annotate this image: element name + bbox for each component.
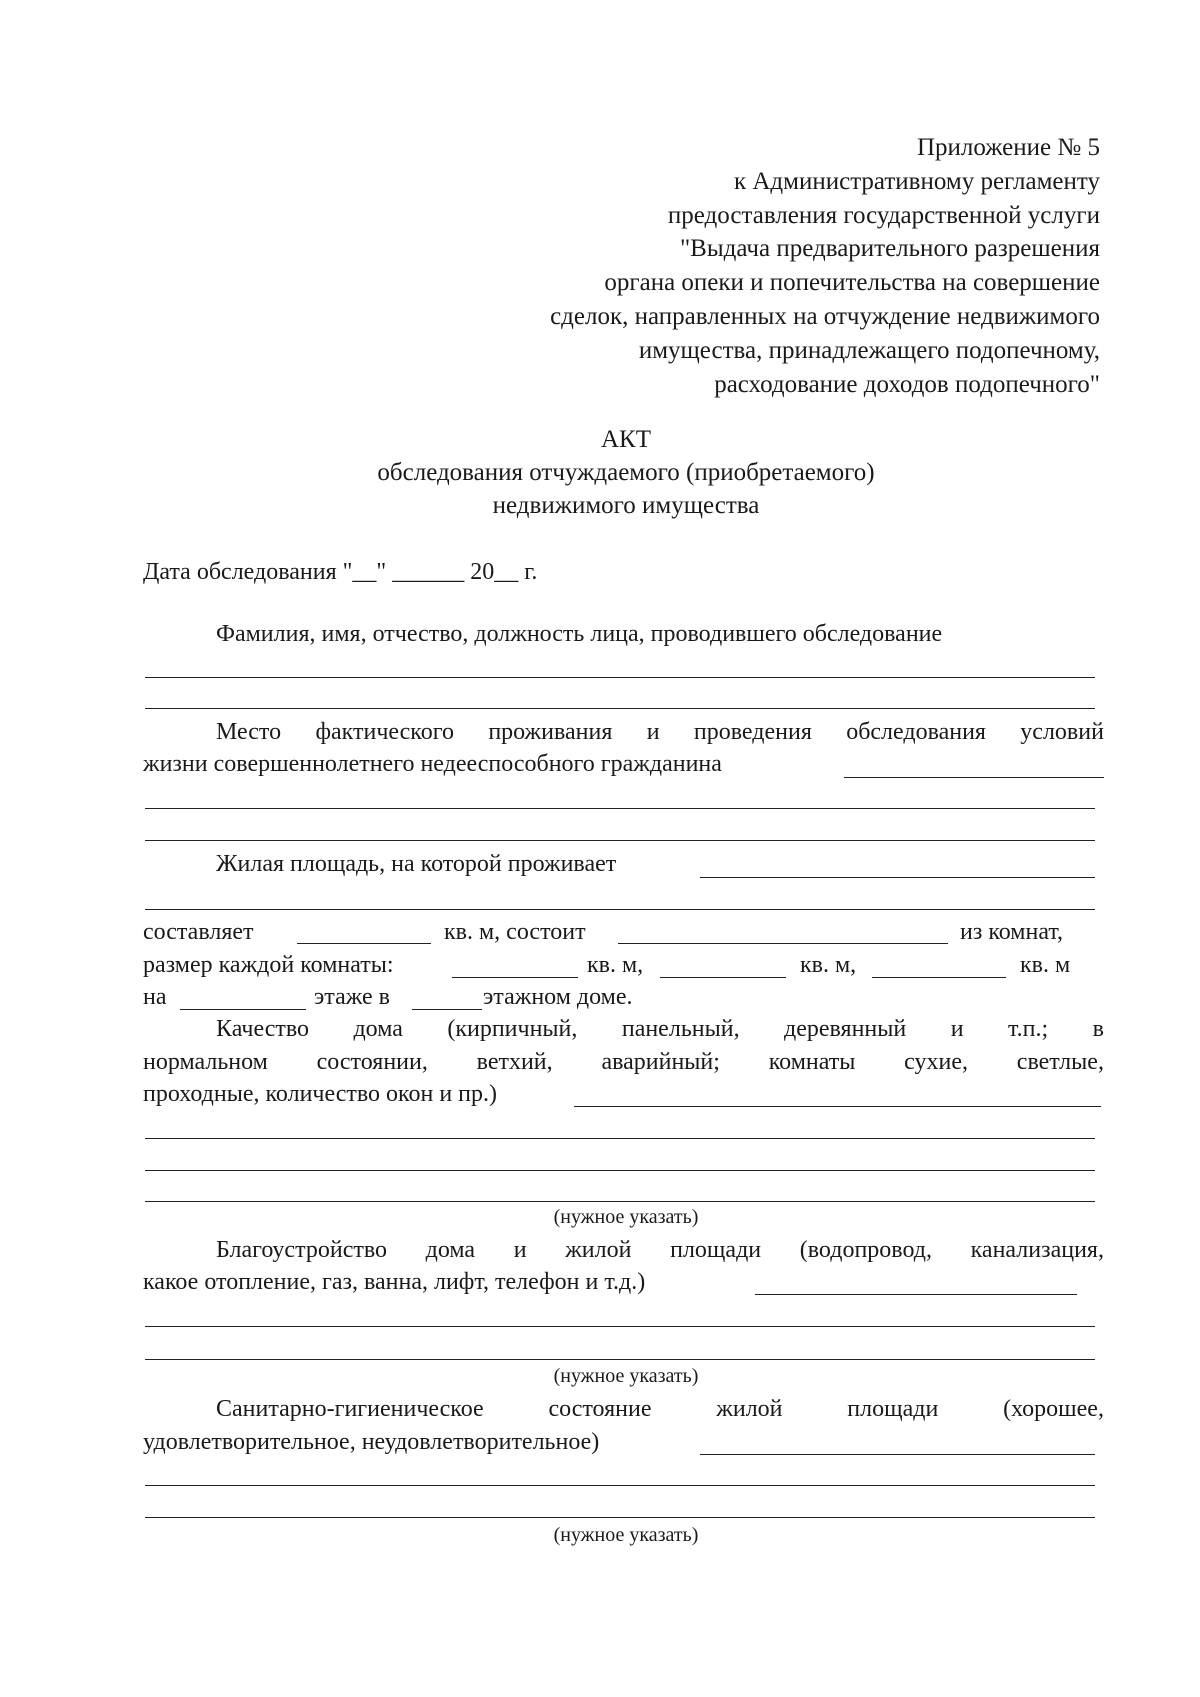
floor-of-label: этаже в [314,984,390,1010]
appendix-line: Приложение № 5 [916,134,1100,161]
word: состояние [548,1396,652,1422]
appendix-line: имущества, принадлежащего подопечному, [638,336,1100,364]
fill-line [660,977,786,978]
word: деревянный [784,1016,907,1042]
fill-line [574,1106,1101,1107]
document-title [0,423,1200,522]
word: и [646,719,660,745]
word: в [1092,1016,1104,1042]
fill-line [412,1009,482,1010]
word: проживания [488,719,613,745]
appendix-line: "Выдача предварительного разрешения [679,235,1100,263]
word: т.п.; [1007,1016,1049,1042]
fill-line [844,777,1104,778]
word: Качество [216,1016,310,1042]
room-size-label: размер каждой комнаты: [143,952,394,978]
amenities-note: (нужное указать) [553,1365,699,1387]
word: комнаты [768,1049,856,1075]
on-label: на [143,984,167,1010]
inspection-date-line: Дата обследования "__" ______ 20__ г. [143,559,538,585]
fill-line [452,977,578,978]
word: нормальном [143,1049,268,1075]
fill-line [145,909,1095,910]
appendix-line: органа опеки и попечительства на совершение [604,269,1100,297]
sanitary-note: (нужное указать) [553,1524,699,1546]
word: проведения [693,719,812,745]
word: и [950,1016,964,1042]
word: фактического [315,719,454,745]
word: канализация, [970,1237,1104,1263]
word: (хорошее, [1003,1396,1104,1422]
word: панельный, [621,1016,740,1042]
fill-line [145,1201,1095,1202]
title-main: АКТ [601,426,651,453]
title-line-2: обследования отчуждаемого (приобретаемого) [377,459,875,486]
appendix-line: к Административному регламенту [733,167,1100,195]
word: жилой [565,1237,632,1263]
word: площади [847,1396,939,1422]
fill-line [297,943,431,944]
sqm-3-label: кв. м [1020,952,1071,978]
word: и [513,1237,527,1263]
word: аварийный; [601,1049,720,1075]
fill-line [145,1517,1095,1518]
house-quality-line-2 [143,1050,1104,1074]
sqm-1-label: кв. м, [587,952,644,978]
house-quality-line-3: проходные, количество окон и пр.) [143,1081,498,1107]
fill-line [700,877,1095,878]
fill-line [145,1359,1095,1360]
sanitary-line-1 [216,1397,1104,1421]
storey-house-label: этажном доме. [483,984,633,1010]
house-quality-note: (нужное указать) [553,1206,699,1228]
word: условий [1020,719,1104,745]
fill-line [145,808,1095,809]
fill-line [180,1009,306,1010]
fill-line [700,1454,1095,1455]
living-area-label: Жилая площадь, на которой проживает [216,851,617,877]
fill-line [618,943,948,944]
fill-line [145,708,1095,709]
word: сухие, [904,1049,969,1075]
word: обследования [846,719,986,745]
sanitary-line-2: удовлетворительное, неудовлетворительное) [143,1429,600,1455]
word: (водопровод, [799,1237,932,1263]
sqm-2-label: кв. м, [800,952,857,978]
word: Благоустройство [216,1237,388,1263]
inspector-label: Фамилия, имя, отчество, должность лица, проводившего обследование [216,621,943,647]
word: ветхий, [476,1049,553,1075]
appendix-line: расходование доходов подопечного" [714,370,1100,398]
word: Место [216,719,282,745]
fill-line [145,1326,1095,1327]
composes-label: составляет [143,919,254,945]
appendix-line: предоставления государственной услуги [667,201,1100,229]
word: дома [425,1237,476,1263]
sqm-consists-label: кв. м, состоит [444,919,586,945]
amenities-line-2: какое отопление, газ, ванна, лифт, телефон и т.д.) [143,1269,646,1295]
fill-line [145,1138,1095,1139]
residence-paragraph-line-2: жизни совершеннолетнего недееспособного гражданина [143,751,722,777]
title-line-3: недвижимого имущества [492,492,760,519]
fill-line [872,977,1006,978]
appendix-header [550,131,1100,401]
word: площади [670,1237,762,1263]
appendix-line: сделок, направленных на отчуждение недвижимого [550,302,1100,330]
word: жилой [716,1396,783,1422]
word: дома [353,1016,403,1042]
fill-line [145,1170,1095,1171]
fill-line [755,1294,1077,1295]
of-rooms-label: из комнат, [960,919,1064,945]
word: светлые, [1016,1049,1104,1075]
word: (кирпичный, [447,1016,578,1042]
house-quality-line-1 [216,1017,1104,1041]
word: состоянии, [316,1049,428,1075]
fill-line [145,1485,1095,1486]
residence-paragraph-line-1 [216,720,1104,744]
fill-line [145,677,1095,678]
amenities-line-1 [216,1238,1104,1262]
fill-line [145,840,1095,841]
word: Санитарно-гигиеническое [216,1396,484,1422]
